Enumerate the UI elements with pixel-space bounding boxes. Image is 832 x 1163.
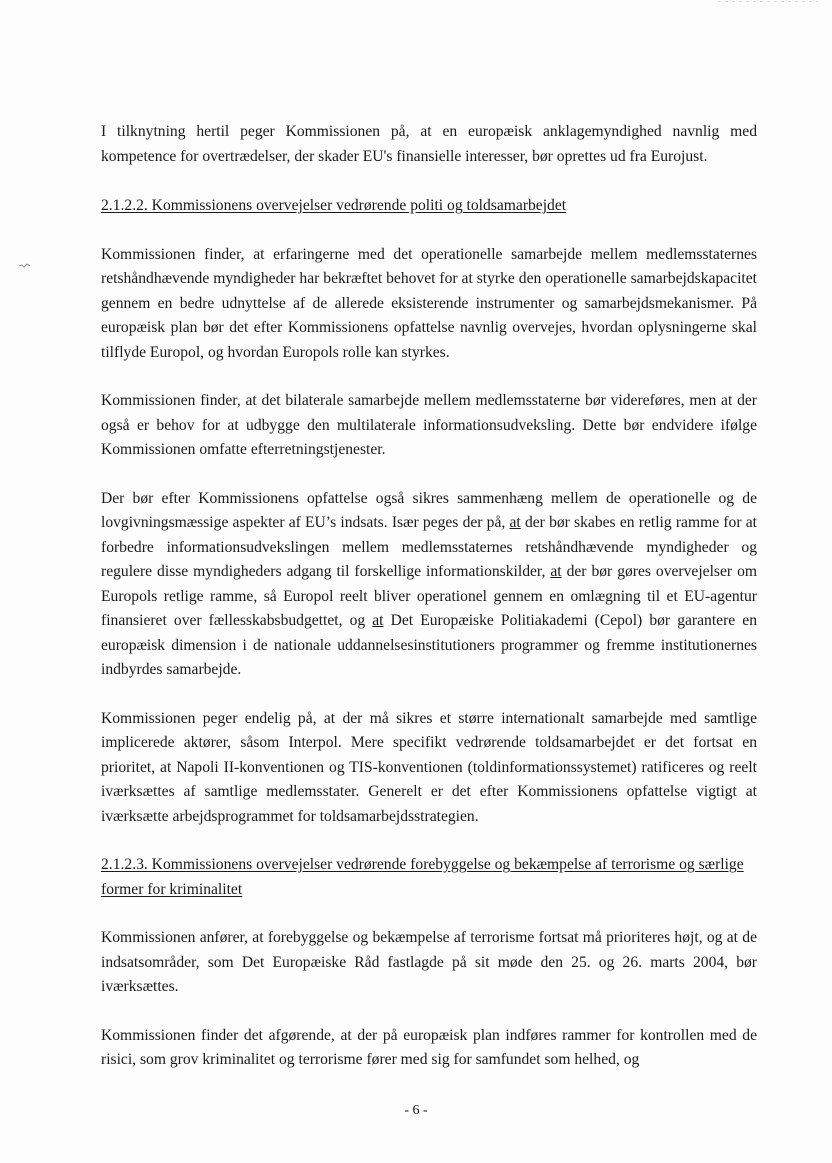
paragraph-risici-kontrol: Kommissionen finder det afgørende, at der på europæisk plan indføres rammer for kontrollen med de risici, som grov kriminalitet og terrorisme fører med sig for samfundet som helhed, og — [101, 1026, 757, 1068]
paragraph-bilaterale-samarbejde: Kommissionen finder, at det bilaterale samarbejde mellem medlemsstaterne bør videreføres, men at der også er behov for at udbygge den multilaterale informationsudveksling. Dette bør endvidere ifølge Kommissionen omfatte efterretningstjenester. — [101, 392, 757, 458]
text-run: Det Europæiske Politiakademi (Cepol) bør garantere en europæisk dimension i de nationale uddannelsesinstitutioners programmer og fremme institutionernes indbyrdes samarbejde. — [101, 612, 758, 678]
text-run: der bør skabes en retlig ramme for at forbedre informationsudvekslingen mellem medlemsstaternes retshåndhævende myndigheder og regulere disse myndigheders adgang til forskellige informationskilder, — [101, 514, 757, 580]
page-number: - 6 - — [404, 1103, 428, 1118]
text-run: Der bør efter Kommissionens opfattelse også sikres sammenhæng mellem de operationelle og de lovgivningsmæssige aspekter af EU’s indsats. Især peges der på, — [101, 489, 757, 531]
paragraph-terrorisme-prioritet: Kommissionen anfører, at forebyggelse og bekæmpelse af terrorisme fortsat må prioriteres højt, og at de indsatsområder, som Det Europæiske Råd fastlagde på sit møde den 25. og 26. marts 2004, bør iværksættes. — [101, 929, 757, 995]
intro-paragraph: I tilknytning hertil peger Kommissionen på, at en europæisk anklagemyndighed navnlig med kompetence for overtrædelser, der skader EU's finansielle interesser, bør oprettes ud fra Eurojust. — [101, 123, 757, 165]
paragraph-sammenhaeng — [101, 487, 757, 683]
underlined-at: at — [372, 612, 384, 629]
underlined-at: at — [509, 514, 521, 531]
scan-artifact-corner — [718, 0, 818, 3]
document-body — [101, 120, 757, 1097]
underlined-at: at — [550, 563, 562, 580]
section-heading-politi-toldsamarbejde: 2.1.2.2. Kommissionens overvejelser vedrørende politi og toldsamarbejdet — [101, 197, 567, 214]
scan-artifact-mark — [18, 263, 32, 268]
paragraph-operationelle-samarbejde: Kommissionen finder, at erfaringerne med det operationelle samarbejde mellem medlemsstaternes retshåndhævende myndigheder har bekræftet behovet for at styrke den operationelle samarbejdskapacitet gennem en bedre udnyttelse af de allerede eksisterende instrumenter og samarbejdsmekanismer. På europæisk plan bør det efter Kommissionens opfattelse navnlig overvejes, hvordan oplysningerne skal tilflyde Europol, og hvordan Europols rolle kan styrkes. — [101, 245, 757, 361]
section-heading-terrorisme: 2.1.2.3. Kommissionens overvejelser vedrørende forebyggelse og bekæmpelse af terrorisme og særlige former for kriminalitet — [101, 856, 744, 898]
paragraph-internationalt-samarbejde: Kommissionen peger endelig på, at der må sikres et større internationalt samarbejde med samtlige implicerede aktører, såsom Interpol. Mere specifikt vedrørende toldsamarbejdet er det fortsat en prioritet, at Napoli II-konventionen og TIS-konventionen (toldinformationssystemet) ratificeres og reelt iværksættes af samtlige medlemsstater. Generelt er det efter Kommissionens opfattelse vigtigt at iværksætte arbejdsprogrammet for toldsamarbejdsstrategien. — [101, 709, 757, 825]
text-run: der bør gøres overvejelser om Europols retlige ramme, så Europol reelt bliver operationel gennem en omlægning til et EU-agentur finansieret over fællesskabsbudgettet, og — [101, 563, 757, 629]
